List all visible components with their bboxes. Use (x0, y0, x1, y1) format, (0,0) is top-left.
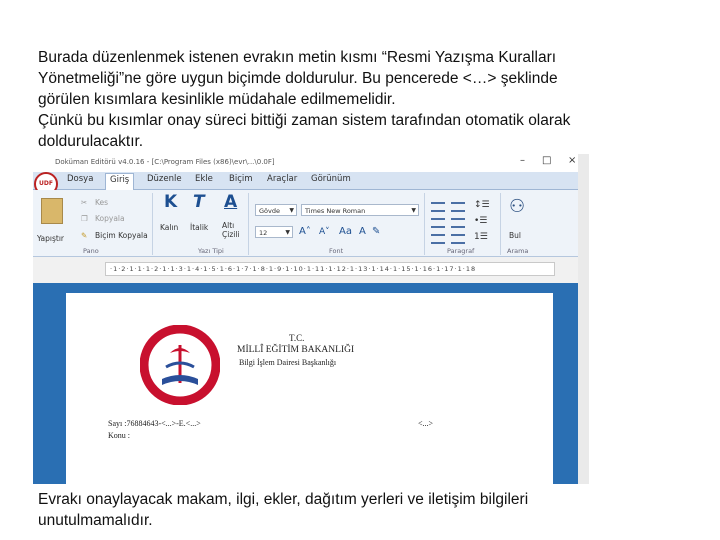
scissors-icon: ✂ (81, 198, 88, 207)
find-button[interactable]: Bul (509, 231, 521, 240)
align-right-icon[interactable] (431, 218, 445, 228)
copy-icon: ❐ (81, 214, 88, 223)
chevron-down-icon: ▼ (411, 207, 416, 214)
minimize-button[interactable]: – (520, 155, 525, 166)
group-divider (248, 193, 249, 255)
bold-icon: K (164, 192, 178, 212)
font-color-icon[interactable]: A (359, 226, 366, 237)
tab-bicim[interactable]: Biçim (229, 174, 253, 184)
outro-line: Evrakı onaylayacak makam, ilgi, ekler, dağıtım yerleri ve iletişim bilgileri (38, 491, 529, 508)
document-editor-window (33, 154, 589, 484)
group-label-pano: Pano (83, 247, 99, 255)
group-divider (424, 193, 425, 255)
document-page[interactable] (66, 293, 553, 484)
intro-line: Çünkü bu kısımlar onay süreci bittiği zaman sistem tarafından otomatik olarak (38, 112, 571, 129)
tab-gorunum[interactable]: Görünüm (311, 174, 351, 184)
case-icon[interactable]: Aa (339, 226, 352, 237)
group-divider (500, 193, 501, 255)
tab-giris[interactable]: Giriş (105, 173, 134, 190)
doc-sayi: Sayı :76884643-<...>-E.<...> (108, 419, 201, 428)
highlight-icon[interactable]: ✎ (372, 226, 381, 237)
intro-line: Yönetmeliği”ne göre uygun biçimde doldurulur. Bu pencerede <…> şeklinde (38, 70, 558, 87)
numbering-icon[interactable]: 1☰ (474, 232, 488, 242)
outro-line: unutulmamalıdır. (38, 512, 153, 529)
intro-paragraph (38, 47, 678, 152)
clipboard-icon (41, 198, 63, 224)
ruler (33, 257, 589, 283)
underline-icon: A (224, 192, 238, 212)
tab-ekle[interactable]: Ekle (195, 174, 213, 184)
indent-icon[interactable] (431, 234, 445, 244)
outro-paragraph (38, 489, 638, 531)
bullets-icon[interactable]: •☰ (474, 216, 488, 226)
underline-button[interactable]: Altı Çizili (222, 221, 240, 239)
maximize-button[interactable]: □ (542, 155, 552, 166)
group-label-font: Font (329, 247, 344, 255)
ruler-scale[interactable]: ·1·2·1·1·1·2·1·1·3·1·4·1·5·1·6·1·7·1·8·1·9·1·10·1·11·1·12·1·13·1·14·1·15·1·16·1·17·1·18 (105, 262, 555, 276)
style-select[interactable] (255, 204, 297, 216)
justify-icon[interactable] (451, 218, 465, 228)
intro-line: doldurulacaktır. (38, 133, 144, 150)
paste-button[interactable]: Yapıştır (37, 234, 65, 243)
doc-konu: Konu : (108, 431, 130, 440)
format-painter-button[interactable]: Biçim Kopyala (95, 231, 148, 240)
doc-date-placeholder: <...> (418, 419, 434, 428)
window-title: Doküman Editörü v4.0.16 - [C:\Program Files (x86)\evr\...\0.0F] (55, 158, 275, 166)
line-spacing-icon[interactable]: ↕☰ (474, 200, 490, 210)
doc-department: Bilgi İşlem Dairesi Başkanlığı (239, 358, 337, 367)
size-select-value: 12 (259, 229, 268, 237)
brush-icon: ✎ (81, 231, 88, 240)
group-label-yazi-tipi: Yazı Tipi (198, 247, 224, 255)
vertical-scrollbar[interactable] (578, 154, 589, 484)
tab-araclar[interactable]: Araçlar (267, 174, 298, 184)
size-select[interactable] (255, 226, 293, 238)
ribbon-tabs (33, 172, 589, 190)
doc-ministry: MİLLÎ EĞİTİM BAKANLIĞI (237, 345, 355, 355)
outdent-icon[interactable] (451, 234, 465, 244)
font-select[interactable] (301, 204, 419, 216)
chevron-down-icon: ▼ (289, 207, 294, 214)
group-label-paragraf: Paragraf (447, 247, 475, 255)
tab-duzenle[interactable]: Düzenle (147, 174, 182, 184)
intro-line: görülen kısımlara kesinlikle müdahale edilmemelidir. (38, 91, 396, 108)
grow-font-icon[interactable]: A˄ (299, 226, 311, 237)
document-workspace (33, 283, 589, 484)
meb-emblem-icon (140, 325, 220, 405)
shrink-font-icon[interactable]: A˅ (319, 227, 330, 237)
group-label-arama: Arama (507, 247, 529, 255)
style-select-value: Gövde (259, 207, 280, 215)
align-left-icon[interactable] (431, 202, 445, 212)
group-divider (152, 193, 153, 255)
app-logo[interactable]: UDF (34, 172, 58, 196)
close-button[interactable]: × (568, 155, 577, 166)
ribbon (33, 190, 589, 257)
binoculars-icon: ⚇ (509, 196, 526, 217)
italic-button[interactable]: İtalik (190, 223, 209, 232)
title-bar (33, 154, 589, 172)
doc-tc: T.C. (289, 333, 305, 343)
cut-button[interactable]: Kes (95, 198, 109, 207)
tab-dosya[interactable]: Dosya (67, 174, 94, 184)
align-center-icon[interactable] (451, 202, 465, 212)
bold-button[interactable]: Kalın (160, 223, 179, 232)
copy-button[interactable]: Kopyala (95, 214, 125, 223)
font-select-value: Times New Roman (305, 207, 366, 215)
intro-line: Burada düzenlenmek istenen evrakın metin kısmı “Resmi Yazışma Kuralları (38, 49, 557, 66)
italic-icon: T (193, 192, 205, 212)
chevron-down-icon: ▼ (285, 229, 290, 236)
